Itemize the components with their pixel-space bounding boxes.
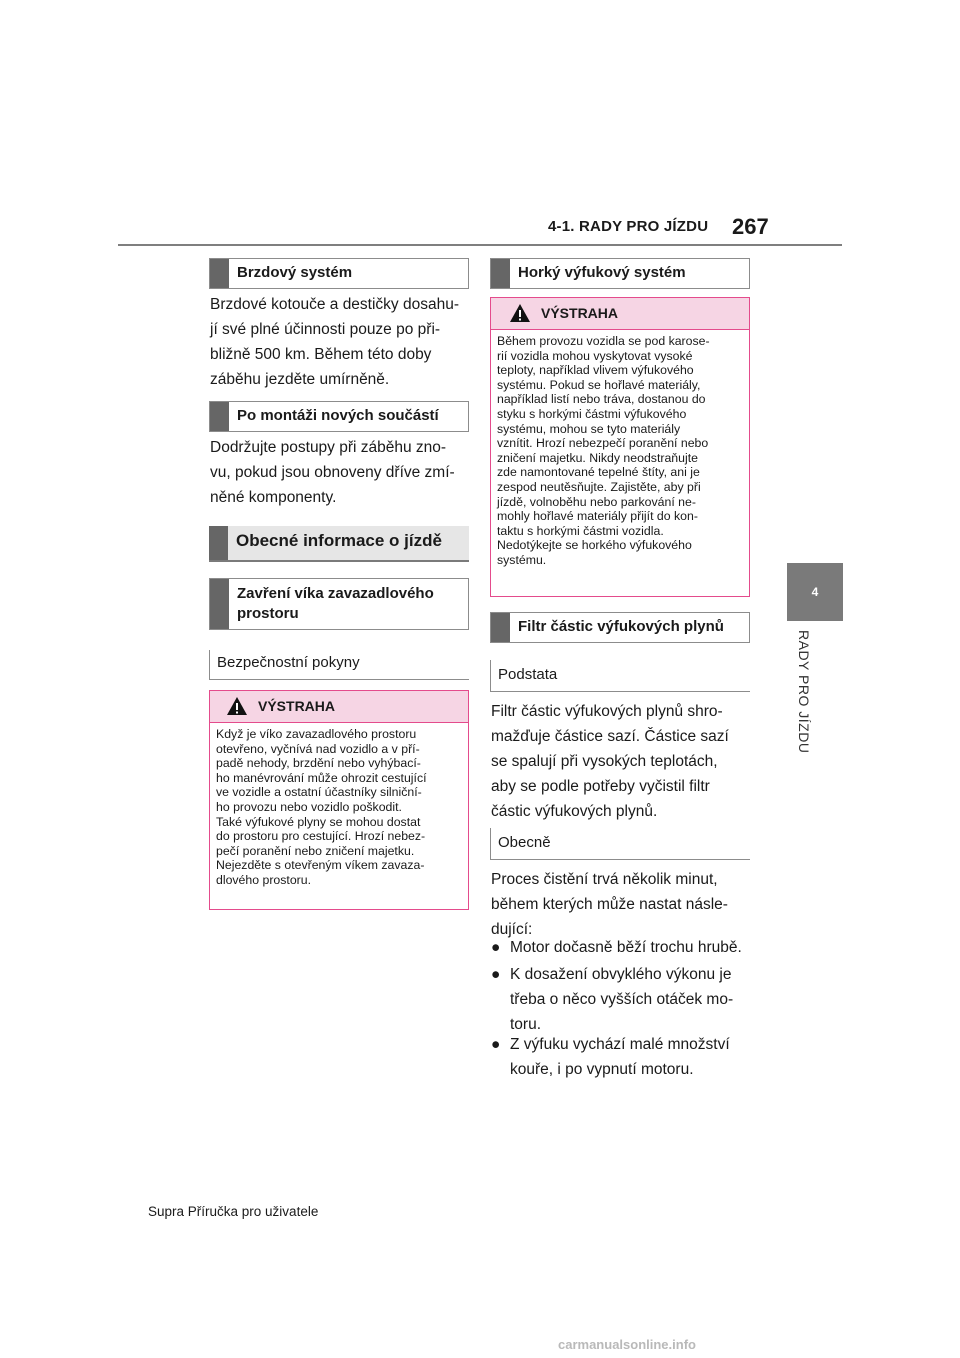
text-line: Když je víko zavazadlového prostoru (216, 727, 417, 741)
title-line: Zavření víka zavazadlového (237, 585, 434, 602)
text-line: rií vozidla mohou vyskytovat vysoké (497, 348, 693, 363)
text-line: dlového prostoru. (216, 872, 312, 887)
text-line: ho manévrování může ohrozit cestující (216, 770, 427, 785)
text-line: kouře, i po vypnutí motoru. (510, 1061, 694, 1078)
text-line: Nedotýkejte se horkého výfukového (497, 538, 692, 553)
text-line: pečí poranění nebo zničení majetku. (216, 843, 415, 858)
bullet-text (510, 1032, 730, 1082)
text-line: Během provozu vozidla se pod karose- (497, 334, 710, 348)
section-bar (491, 259, 510, 288)
text-line: například listí nebo tráva, dostanou do (497, 392, 706, 407)
section-title: Po montáži nových součástí (237, 407, 439, 424)
bullet-text (510, 935, 742, 960)
text-line: teploty, například vlivem výfukového (497, 363, 694, 378)
text-line: otevřeno, vyčnívá nad vozidlo a v pří- (216, 741, 420, 756)
section-bar (491, 613, 510, 642)
header-section-title: 4-1. RADY PRO JÍZDU (548, 218, 709, 235)
text-line: toru. (510, 1016, 542, 1033)
text-line: Brzdové kotouče a destičky dosahu- (210, 296, 459, 313)
warning-text (216, 727, 463, 888)
section-header-brakes (209, 258, 469, 289)
text-line: Motor dočasně běží trochu hrubě. (510, 939, 742, 956)
general-text (491, 867, 753, 942)
warning-triangle-icon (226, 696, 248, 716)
section-header-new-parts (209, 401, 469, 432)
section-header-filter (490, 612, 750, 643)
text-line: Proces čistění trvá několik minut, (491, 871, 718, 888)
section-title: Brzdový systém (237, 264, 353, 281)
text-line: dující: (491, 921, 533, 938)
text-line: částic výfukových plynů. (491, 803, 658, 820)
text-line: zničení majetku. Nikdy neodstraňujte (497, 450, 698, 465)
subhead-safety: Bezpečnostní pokyny (209, 650, 469, 680)
bullet-item (491, 1032, 753, 1082)
text-line: bližně 500 km. Během této doby (210, 346, 432, 363)
text-line: do prostoru pro cestující. Hrozí nebez- (216, 829, 426, 844)
section-title: Obecné informace o jízdě (236, 531, 442, 550)
text-line: systému. (497, 552, 547, 567)
text-line: jí své plné účinnosti pouze po při- (210, 321, 441, 338)
section-header-trunk (209, 578, 469, 630)
text-line: ve vozidle a ostatní účastníky silniční- (216, 785, 422, 800)
text-line: styku s horkými částmi výfukového (497, 406, 687, 421)
section-bar (210, 259, 229, 288)
text-line: Dodržujte postupy při záběhu zno- (210, 439, 447, 456)
bullet-dot-icon: ● (491, 966, 501, 983)
text-line: mažďuje částice sazí. Částice sazí (491, 728, 729, 745)
text-line: Z výfuku vychází malé množství (510, 1036, 730, 1053)
watermark: carmanualsonline.info (558, 1337, 696, 1352)
chapter-tab: 4 (787, 563, 843, 621)
bullet-text (510, 962, 733, 1037)
section-title (237, 584, 460, 624)
footer-text: Supra Příručka pro uživatele (148, 1204, 319, 1219)
text-line: Také výfukové plyny se mohou dostat (216, 814, 421, 829)
text-line: něné komponenty. (210, 489, 337, 506)
header-rule (118, 244, 842, 246)
text-line: vu, pokud jsou obnoveny dříve zmí- (210, 464, 455, 481)
warning-text (497, 334, 744, 568)
section-title: Filtr částic výfukových plynů (518, 618, 724, 635)
text-line: aby se podle potřeby vyčistil filtr (491, 778, 710, 795)
text-line: Nejezděte s otevřeným víkem zavaza- (216, 858, 425, 873)
bullet-item (491, 962, 753, 1037)
brakes-text (210, 292, 470, 392)
subhead-general: Obecně (490, 828, 750, 860)
page-number: 267 (732, 214, 769, 239)
text-line: ho provozu nebo vozidlo poškodit. (216, 799, 402, 814)
bullet-item (491, 935, 753, 960)
text-line: během kterých může nastat násle- (491, 896, 728, 913)
subhead-principle: Podstata (490, 660, 750, 692)
warning-triangle-icon (509, 303, 531, 323)
text-line: jízdě, volnoběhu nebo parkování ne- (497, 494, 696, 509)
bullet-dot-icon: ● (491, 939, 501, 956)
text-line: zde namontované tepelné štíty, ani je (497, 465, 700, 480)
chapter-side-label: RADY PRO JÍZDU (796, 630, 812, 754)
title-line: prostoru (237, 605, 299, 622)
warning-title: VÝSTRAHA (258, 698, 336, 714)
warning-box-trunk (209, 690, 469, 910)
section-title: Horký výfukový systém (518, 264, 686, 281)
section-header-general (209, 526, 469, 562)
text-line: systému. Pokud se hořlavé materiály, (497, 377, 701, 392)
text-line: K dosažení obvyklého výkonu je (510, 966, 732, 983)
warning-title: VÝSTRAHA (541, 305, 619, 321)
text-line: Filtr částic výfukových plynů shro- (491, 703, 723, 720)
text-line: padě nehody, brzdění nebo vyhýbací- (216, 756, 421, 771)
section-bar (210, 402, 229, 431)
principle-text (491, 699, 753, 824)
text-line: zespod neutěsňujte. Zajistěte, aby při (497, 479, 701, 494)
section-bar (210, 579, 229, 629)
text-line: se spalují při vysokých teplotách, (491, 753, 718, 770)
text-line: systému, mohou se tyto materiály (497, 421, 681, 436)
text-line: mohly hořlavé materiály přijít do kon- (497, 509, 698, 524)
section-bar (209, 526, 228, 560)
warning-header (491, 298, 749, 330)
text-line: vznítit. Hrozí nebezpečí poranění nebo (497, 436, 709, 451)
warning-box-exhaust (490, 297, 750, 597)
text-line: záběhu jezděte umírněně. (210, 371, 390, 388)
text-line: taktu s horkými částmi vozidla. (497, 523, 664, 538)
text-line: třeba o něco vyšších otáček mo- (510, 991, 734, 1008)
new-parts-text (210, 435, 470, 510)
bullet-dot-icon: ● (491, 1036, 501, 1053)
section-header-hot-exhaust (490, 258, 750, 289)
warning-header (210, 691, 468, 723)
